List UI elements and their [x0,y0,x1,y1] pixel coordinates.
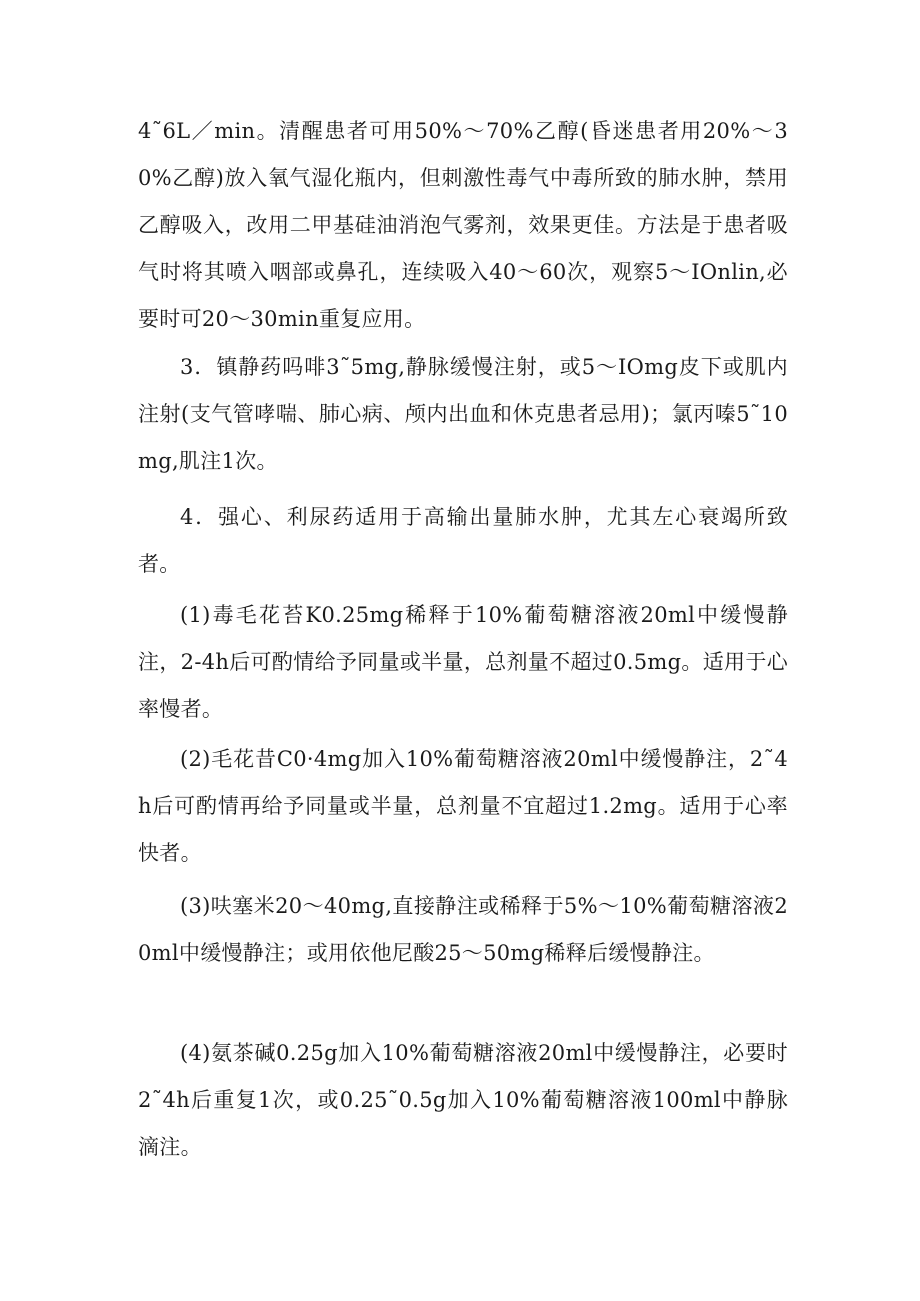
paragraph-item-1: (1)毒毛花苔K0.25mg稀释于10%葡萄糖溶液20ml中缓慢静注，2-4h后可酌情给予同量或半量，总剂量不超过0.5mg。适用于心率慢者。 [138,603,788,721]
paragraph-item-2: (2)毛花昔C0·4mg加入10%葡萄糖溶液20ml中缓慢静注，2˜4h后可酌情再给予同量或半量，总剂量不宜超过1.2mg。适用于心率快者。 [138,747,788,865]
paragraph-item-4: (4)氨茶碱0.25g加入10%葡萄糖溶液20ml中缓慢静注，必要时2˜4h后重复1次，或0.25˜0.5g加入10%葡萄糖溶液100ml中静脉滴注。 [138,1041,788,1159]
paragraph-sedatives: 3．镇静药吗啡3˜5mg,静脉缓慢注射，或5～IOmg皮下或肌内注射(支气管哮喘、肺心病、颅内出血和休克患者忌用)；氯丙嗪5˜10mg,肌注1次。 [138,355,788,473]
paragraph-cardiotonic-diuretics: 4．强心、利尿药适用于高输出量肺水肿，尤其左心衰竭所致者。 [138,505,788,576]
paragraph-item-3: (3)呋塞米20～40mg,直接静注或稀释于5%～10%葡萄糖溶液20ml中缓慢静注；或用依他尼酸25～50mg稀释后缓慢静注。 [138,894,788,965]
paragraph-oxygen-therapy: 4˜6L／min。清醒患者可用50%～70%乙醇(昏迷患者用20%～30%乙醇)放入氧气湿化瓶内，但刺激性毒气中毒所致的肺水肿，禁用乙醇吸入，改用二甲基硅油消泡气雾剂，效果更佳。方法是于患者吸气时将其喷入咽部或鼻孔，连续吸入40～60次，观察5～IOnlin,必要时可20～30min重复应用。 [138,119,788,331]
